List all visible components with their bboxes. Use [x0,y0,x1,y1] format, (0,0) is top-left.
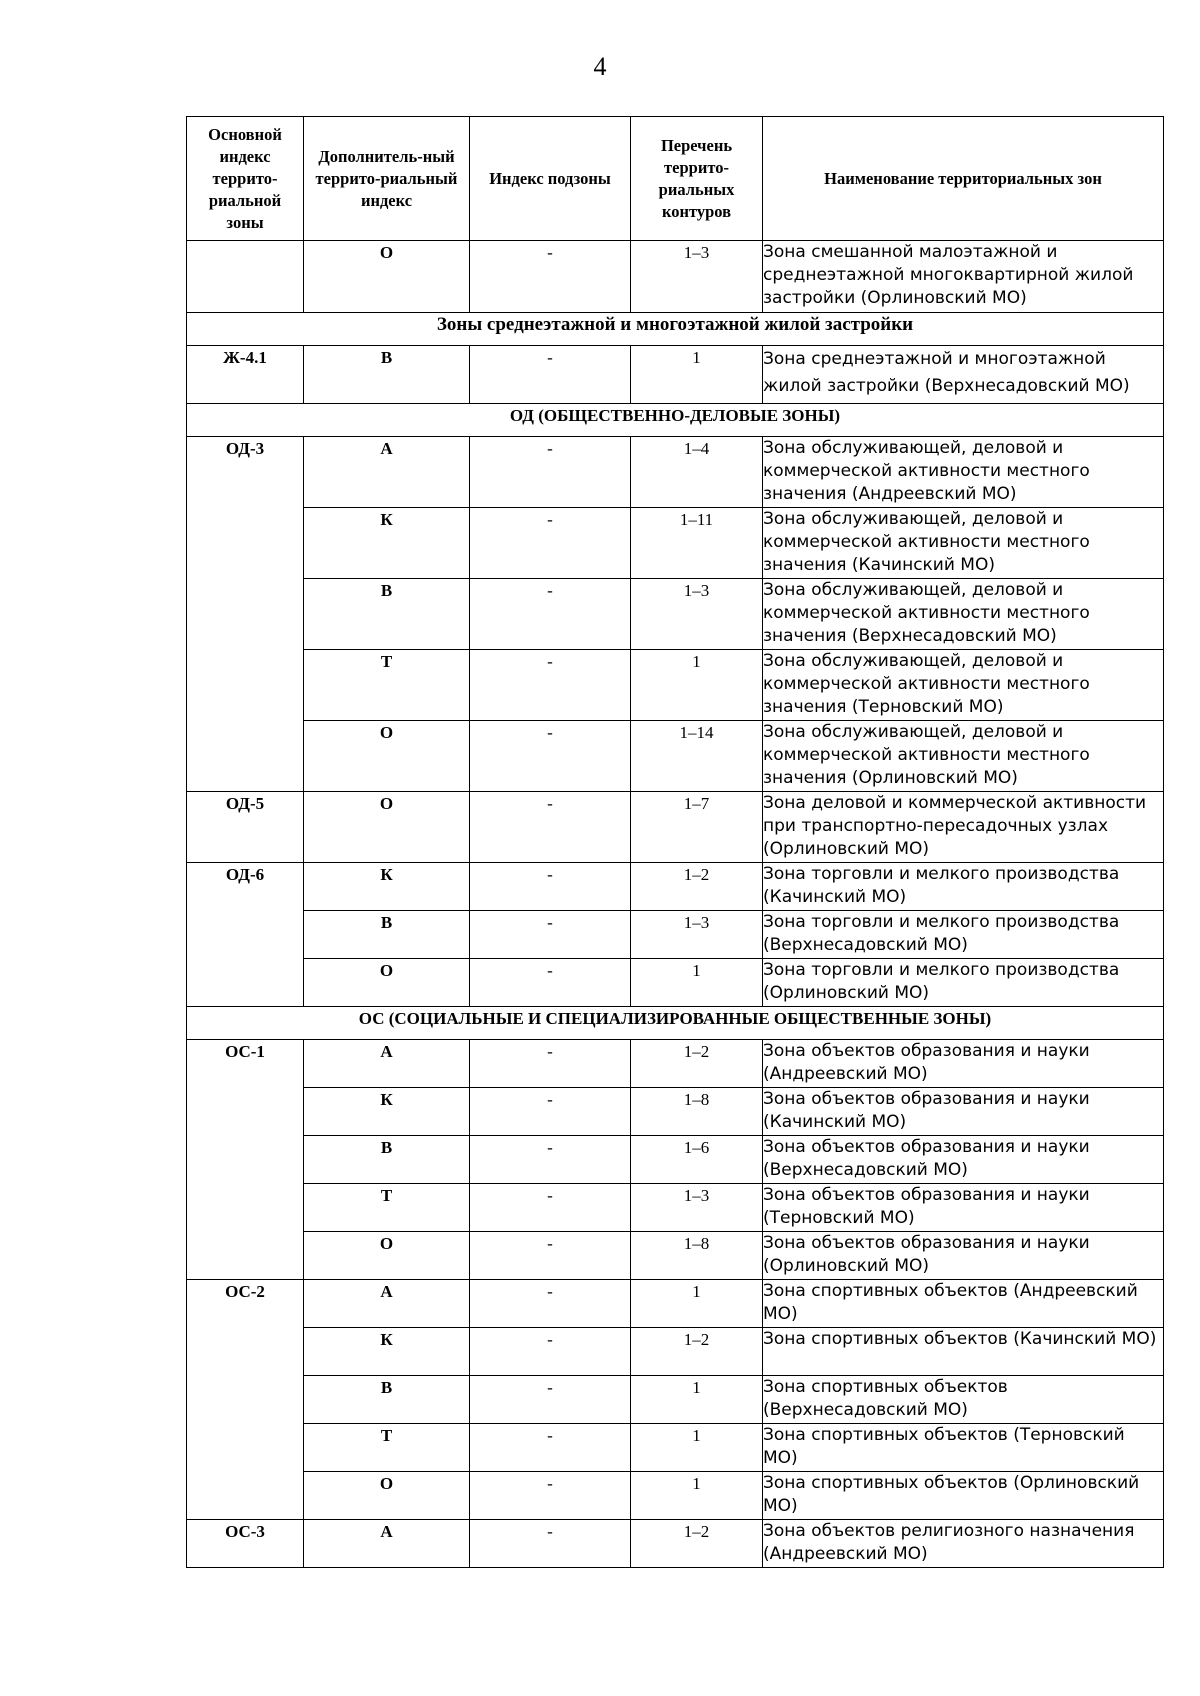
zone-name-cell: Зона объектов образования и науки (Орлиновский МО) [763,1232,1164,1280]
subzone-cell: - [470,1088,631,1136]
additional-index-cell: О [304,1232,470,1280]
zone-name-cell: Зона объектов образования и науки (Андреевский МО) [763,1040,1164,1088]
contours-cell: 1–3 [631,579,763,650]
subzone-cell: - [470,1184,631,1232]
header-additional-index: Дополнитель-ный террито-риальный индекс [304,117,470,241]
additional-index-cell: В [304,1136,470,1184]
territorial-zones-table [186,116,1164,1568]
subzone-cell: - [470,863,631,911]
table-row [187,1280,1164,1328]
table-header-row [187,117,1164,241]
contours-cell: 1–7 [631,792,763,863]
main-index-cell: ОС-3 [187,1520,304,1568]
table-row [187,1232,1164,1280]
subzone-cell: - [470,1280,631,1328]
zone-name-cell: Зона торговли и мелкого производства (Орлиновский МО) [763,959,1164,1007]
table-row [187,508,1164,579]
main-index-cell: ОД-6 [187,863,304,1007]
additional-index-cell: А [304,437,470,508]
zone-name-cell: Зона обслуживающей, деловой и коммерческой активности местного значения (Орлиновский МО) [763,721,1164,792]
additional-index-cell: К [304,508,470,579]
section-title-od: ОД (ОБЩЕСТВЕННО-ДЕЛОВЫЕ ЗОНЫ) [187,404,1164,437]
additional-index-cell: О [304,721,470,792]
contours-cell: 1–3 [631,1184,763,1232]
additional-index-cell: О [304,959,470,1007]
additional-index-cell: Т [304,1424,470,1472]
subzone-cell: - [470,911,631,959]
contours-cell: 1–3 [631,241,763,313]
subzone-cell: - [470,792,631,863]
header-zone-name: Наименование территориальных зон [763,117,1164,241]
contours-cell: 1 [631,650,763,721]
contours-cell: 1 [631,1376,763,1424]
subzone-cell: - [470,346,631,404]
contours-cell: 1 [631,1280,763,1328]
additional-index-cell: К [304,863,470,911]
header-main-index: Основной индекс террито-риальной зоны [187,117,304,241]
additional-index-cell: В [304,911,470,959]
header-contours-list: Перечень террито-риальных контуров [631,117,763,241]
additional-index-cell: А [304,1040,470,1088]
zone-name-cell: Зона объектов религиозного назначения (Андреевский МО) [763,1520,1164,1568]
subzone-cell: - [470,1040,631,1088]
table-row [187,863,1164,911]
contours-cell: 1–2 [631,1328,763,1376]
additional-index-cell: О [304,241,470,313]
additional-index-cell: В [304,346,470,404]
contours-cell: 1–2 [631,1040,763,1088]
additional-index-cell: А [304,1280,470,1328]
contours-cell: 1 [631,1424,763,1472]
main-index-cell: ОС-1 [187,1040,304,1280]
subzone-cell: - [470,1520,631,1568]
subzone-cell: - [470,437,631,508]
subzone-cell: - [470,721,631,792]
table-row [187,1424,1164,1472]
zone-name-cell: Зона деловой и коммерческой активности при транспортно-пересадочных узлах (Орлиновский МО) [763,792,1164,863]
main-index-cell [187,241,304,313]
subzone-cell: - [470,1472,631,1520]
contours-cell: 1 [631,1472,763,1520]
table-row [187,1472,1164,1520]
zone-name-cell: Зона объектов образования и науки (Качинский МО) [763,1088,1164,1136]
subzone-cell: - [470,1328,631,1376]
zone-name-cell: Зона обслуживающей, деловой и коммерческой активности местного значения (Верхнесадовский МО) [763,579,1164,650]
additional-index-cell: В [304,1376,470,1424]
table-row [187,1520,1164,1568]
header-subzone-index: Индекс подзоны [470,117,631,241]
contours-cell: 1–3 [631,911,763,959]
zone-name-cell: Зона спортивных объектов (Орлиновский МО) [763,1472,1164,1520]
table-row [187,959,1164,1007]
main-index-cell: Ж-4.1 [187,346,304,404]
additional-index-cell: К [304,1328,470,1376]
table-row [187,579,1164,650]
subzone-cell: - [470,650,631,721]
contours-cell: 1 [631,346,763,404]
additional-index-cell: Т [304,1184,470,1232]
section-title-residential: Зоны среднеэтажной и многоэтажной жилой застройки [187,313,1164,346]
zone-name-cell: Зона обслуживающей, деловой и коммерческой активности местного значения (Качинский МО) [763,508,1164,579]
zone-name-cell: Зона объектов образования и науки (Терновский МО) [763,1184,1164,1232]
additional-index-cell: А [304,1520,470,1568]
contours-cell: 1–6 [631,1136,763,1184]
zone-name-cell: Зона торговли и мелкого производства (Качинский МО) [763,863,1164,911]
zone-name-cell: Зона спортивных объектов (Верхнесадовский МО) [763,1376,1164,1424]
table-row [187,721,1164,792]
section-row [187,404,1164,437]
additional-index-cell: К [304,1088,470,1136]
page-number: 4 [593,52,607,81]
table-row [187,1088,1164,1136]
zone-name-cell: Зона торговли и мелкого производства (Верхнесадовский МО) [763,911,1164,959]
table-row [187,241,1164,313]
table-row [187,1328,1164,1376]
zone-name-cell: Зона смешанной малоэтажной и среднеэтажной многоквартирной жилой застройки (Орлиновский МО) [763,241,1164,313]
main-index-cell: ОД-3 [187,437,304,792]
section-title-os: ОС (СОЦИАЛЬНЫЕ И СПЕЦИАЛИЗИРОВАННЫЕ ОБЩЕСТВЕННЫЕ ЗОНЫ) [187,1007,1164,1040]
subzone-cell: - [470,241,631,313]
subzone-cell: - [470,959,631,1007]
additional-index-cell: О [304,1472,470,1520]
subzone-cell: - [470,579,631,650]
contours-cell: 1–4 [631,437,763,508]
contours-cell: 1–2 [631,1520,763,1568]
zone-name-cell: Зона объектов образования и науки (Верхнесадовский МО) [763,1136,1164,1184]
table-row [187,911,1164,959]
zone-name-cell: Зона обслуживающей, деловой и коммерческой активности местного значения (Андреевский МО) [763,437,1164,508]
main-index-cell: ОС-2 [187,1280,304,1520]
main-index-cell: ОД-5 [187,792,304,863]
zone-name-cell: Зона спортивных объектов (Терновский МО) [763,1424,1164,1472]
subzone-cell: - [470,1424,631,1472]
subzone-cell: - [470,508,631,579]
additional-index-cell: О [304,792,470,863]
zone-name-cell: Зона спортивных объектов (Андреевский МО) [763,1280,1164,1328]
table-row [187,1136,1164,1184]
zone-name-cell: Зона спортивных объектов (Качинский МО) [763,1328,1164,1376]
contours-cell: 1–11 [631,508,763,579]
contours-cell: 1 [631,959,763,1007]
table-row [187,1184,1164,1232]
subzone-cell: - [470,1136,631,1184]
subzone-cell: - [470,1232,631,1280]
table-row [187,792,1164,863]
contours-cell: 1–2 [631,863,763,911]
table-row [187,346,1164,404]
subzone-cell: - [470,1376,631,1424]
table-row [187,437,1164,508]
table-row [187,1040,1164,1088]
zone-name-cell: Зона обслуживающей, деловой и коммерческой активности местного значения (Терновский МО) [763,650,1164,721]
zone-name-cell: Зона среднеэтажной и многоэтажной жилой застройки (Верхнесадовский МО) [763,346,1164,404]
additional-index-cell: Т [304,650,470,721]
table-row [187,1376,1164,1424]
contours-cell: 1–8 [631,1088,763,1136]
contours-cell: 1–14 [631,721,763,792]
table-row [187,650,1164,721]
section-row [187,313,1164,346]
contours-cell: 1–8 [631,1232,763,1280]
additional-index-cell: В [304,579,470,650]
section-row [187,1007,1164,1040]
